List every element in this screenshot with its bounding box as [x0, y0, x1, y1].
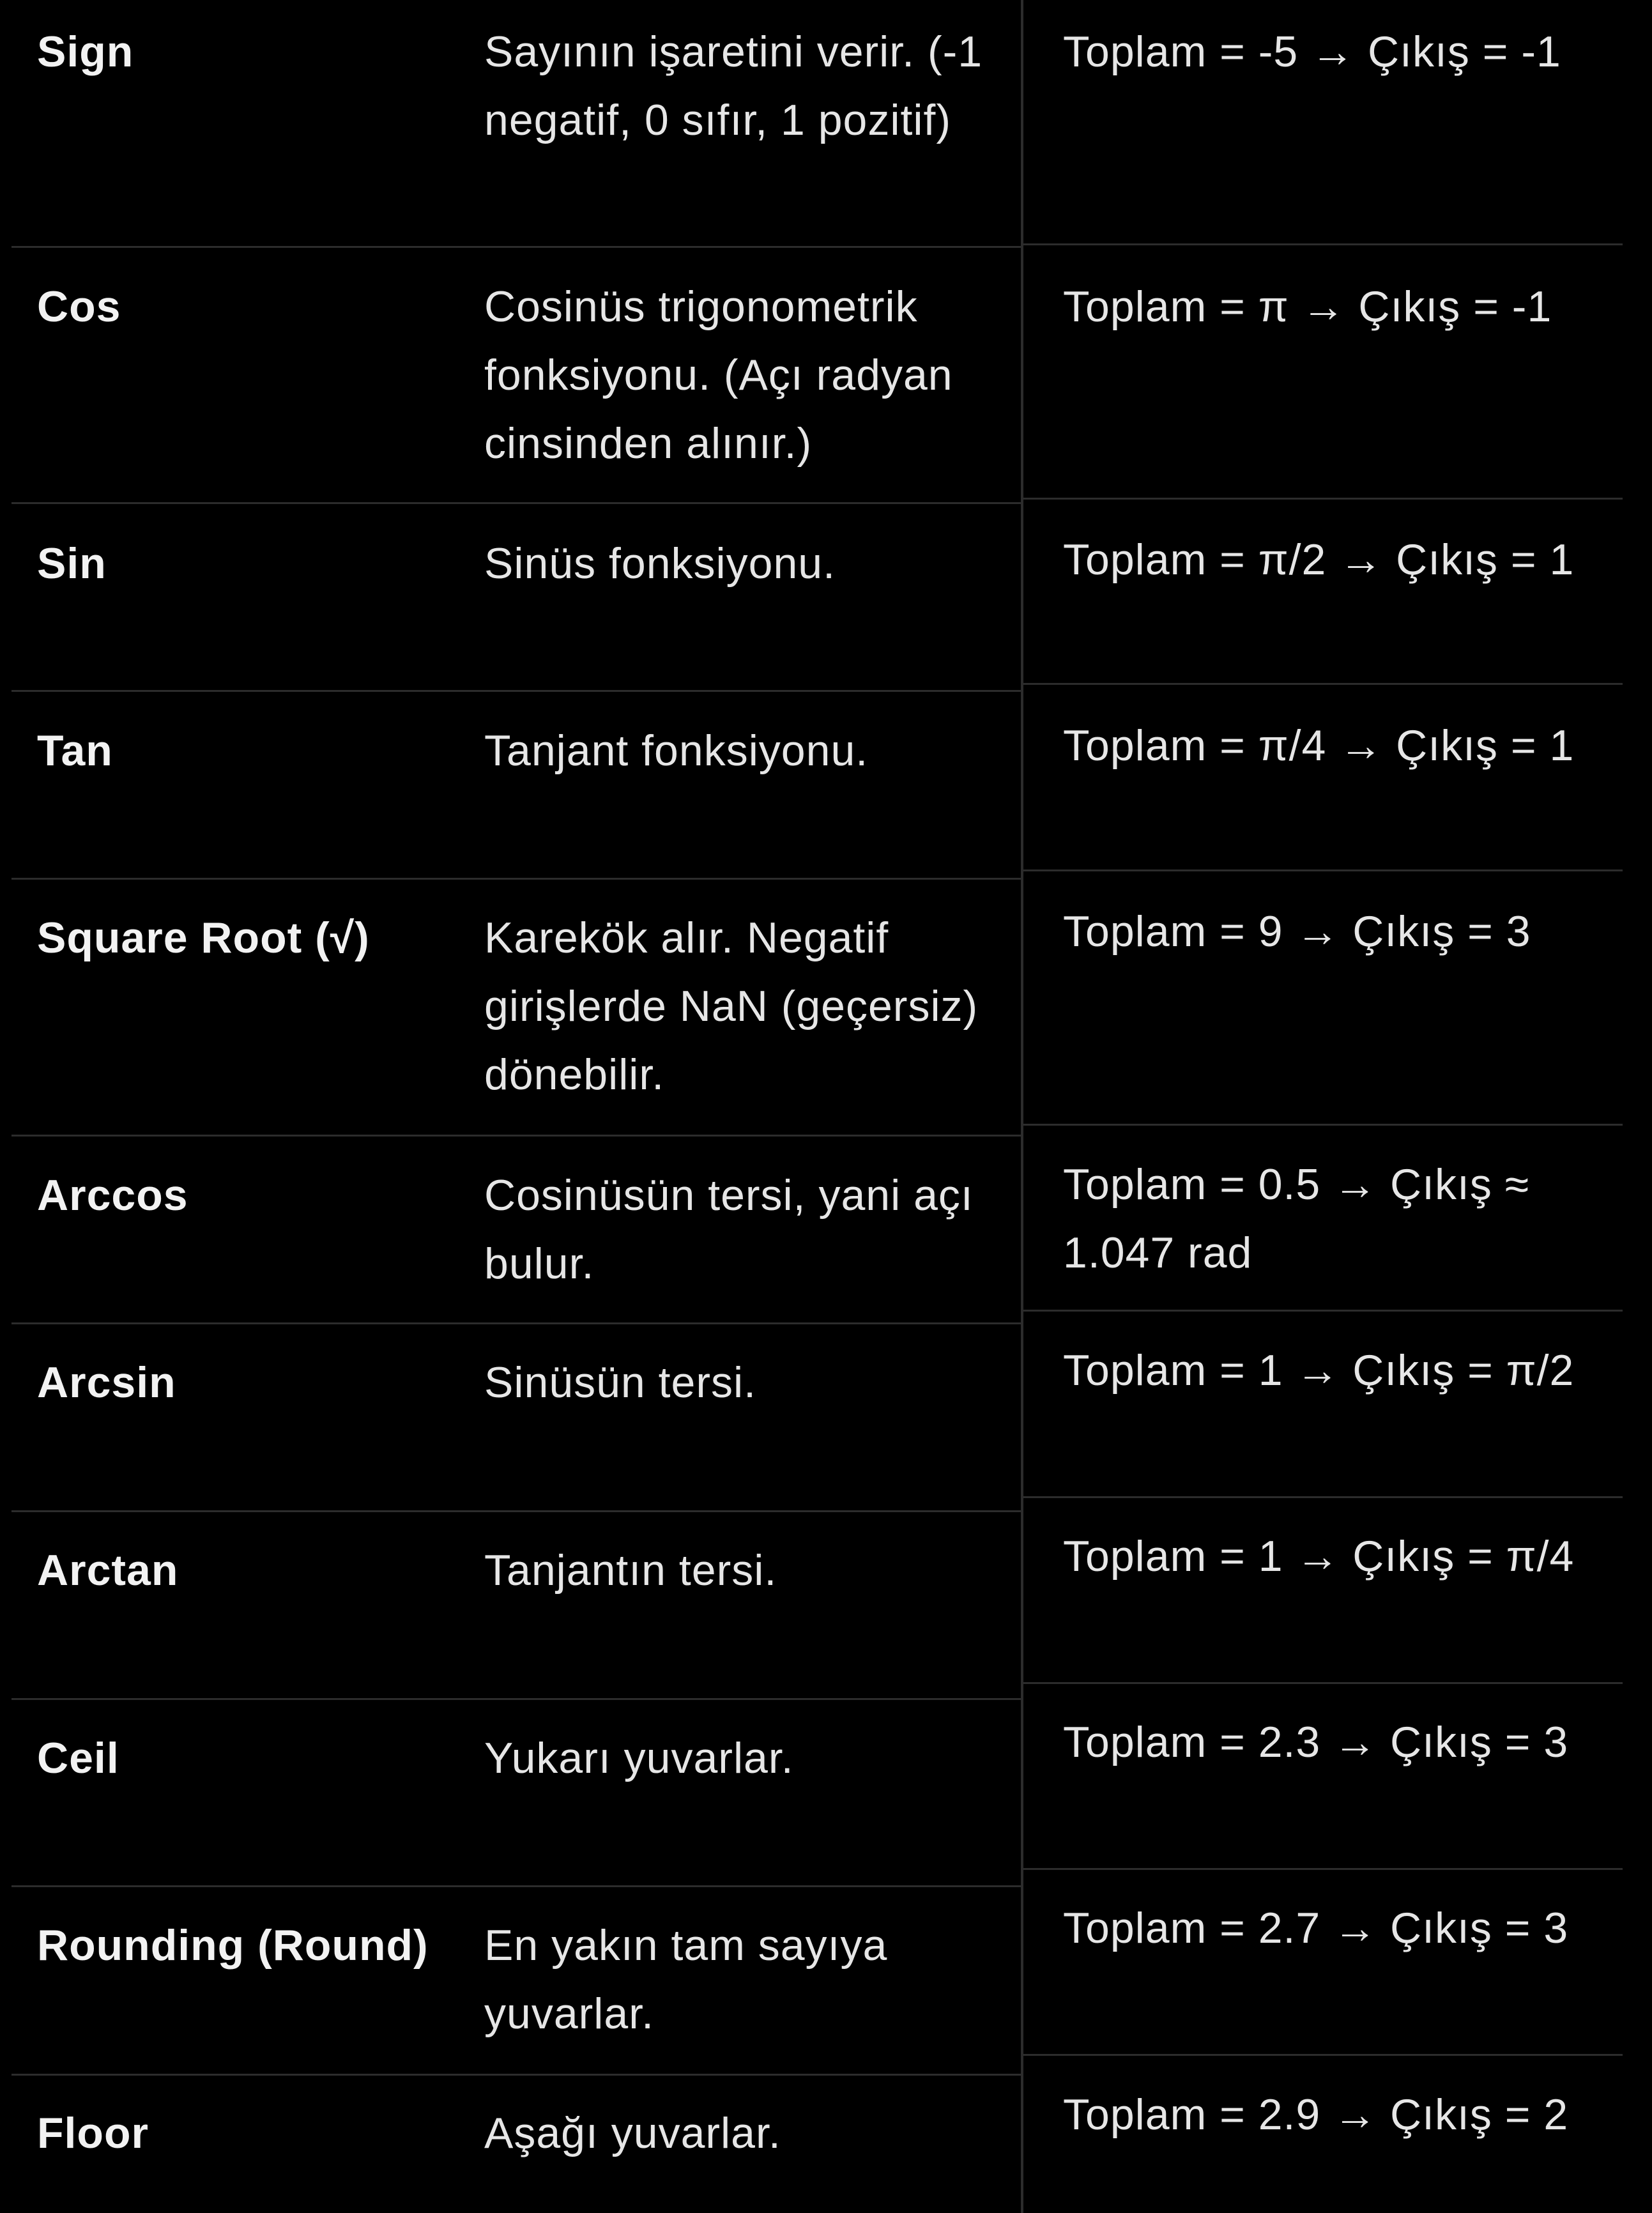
function-name: Arctan: [37, 1546, 179, 1595]
row-divider: [11, 1322, 1021, 1324]
function-example: Toplam = 1 → Çıkış = π/2: [1063, 1346, 1575, 1395]
function-name: Floor: [37, 2109, 149, 2157]
row-divider: [11, 690, 1021, 692]
function-name: Rounding (Round): [37, 1921, 429, 1970]
function-example: Toplam = -5 → Çıkış = -1: [1063, 27, 1561, 76]
row-divider: [1023, 1682, 1623, 1684]
function-description: Tanjant fonksiyonu.: [484, 726, 869, 775]
function-description: Cosinüs trigonometrik fonksiyonu. (Açı radyan cinsinden alınır.): [484, 282, 953, 468]
function-example: Toplam = π/2 → Çıkış = 1: [1063, 535, 1575, 584]
function-example: Toplam = 2.3 → Çıkış = 3: [1063, 1718, 1569, 1766]
function-description: Sayının işaretini verir. (-1 negatif, 0 sıfır, 1 pozitif): [484, 27, 983, 144]
row-divider: [1023, 1124, 1623, 1126]
function-description: Sinüsün tersi.: [484, 1358, 756, 1407]
function-name: Ceil: [37, 1734, 119, 1782]
function-name: Arccos: [37, 1171, 188, 1220]
function-example: Toplam = π → Çıkış = -1: [1063, 282, 1552, 331]
function-name: Tan: [37, 726, 113, 775]
row-divider: [11, 1135, 1021, 1137]
function-name: Sign: [37, 27, 134, 76]
function-example: Toplam = 9 → Çıkış = 3: [1063, 907, 1531, 956]
function-example: Toplam = π/4 → Çıkış = 1: [1063, 721, 1575, 770]
function-description: Yukarı yuvarlar.: [484, 1734, 794, 1782]
function-description: Cosinüsün tersi, yani açı bulur.: [484, 1171, 974, 1288]
function-example: Toplam = 0.5 → Çıkış ≈ 1.047 rad: [1063, 1160, 1530, 1277]
function-name: Cos: [37, 282, 121, 331]
row-divider: [1023, 498, 1623, 500]
column-divider: [1021, 0, 1023, 2213]
row-divider: [1023, 1496, 1623, 1498]
function-description: En yakın tam sayıya yuvarlar.: [484, 1921, 888, 2038]
row-divider: [1023, 683, 1623, 685]
row-divider: [11, 246, 1021, 248]
function-name: Square Root (√): [37, 914, 370, 962]
function-example: Toplam = 2.9 → Çıkış = 2: [1063, 2090, 1569, 2139]
row-divider: [11, 2074, 1021, 2076]
row-divider: [1023, 1310, 1623, 1312]
row-divider: [1023, 869, 1623, 871]
row-divider: [11, 1885, 1021, 1887]
function-description: Sinüs fonksiyonu.: [484, 539, 836, 588]
function-name: Sin: [37, 539, 107, 588]
function-example: Toplam = 1 → Çıkış = π/4: [1063, 1532, 1575, 1581]
row-divider: [11, 878, 1021, 880]
function-description: Karekök alır. Negatif girişlerde NaN (geçersiz) dönebilir.: [484, 914, 979, 1099]
row-divider: [1023, 1868, 1623, 1870]
row-divider: [11, 502, 1021, 504]
row-divider: [1023, 243, 1623, 245]
row-divider: [11, 1698, 1021, 1700]
function-description: Tanjantın tersi.: [484, 1546, 777, 1595]
function-description: Aşağı yuvarlar.: [484, 2109, 781, 2157]
function-example: Toplam = 2.7 → Çıkış = 3: [1063, 1904, 1569, 1952]
function-name: Arcsin: [37, 1358, 176, 1407]
row-divider: [1023, 2054, 1623, 2056]
row-divider: [11, 1510, 1021, 1512]
